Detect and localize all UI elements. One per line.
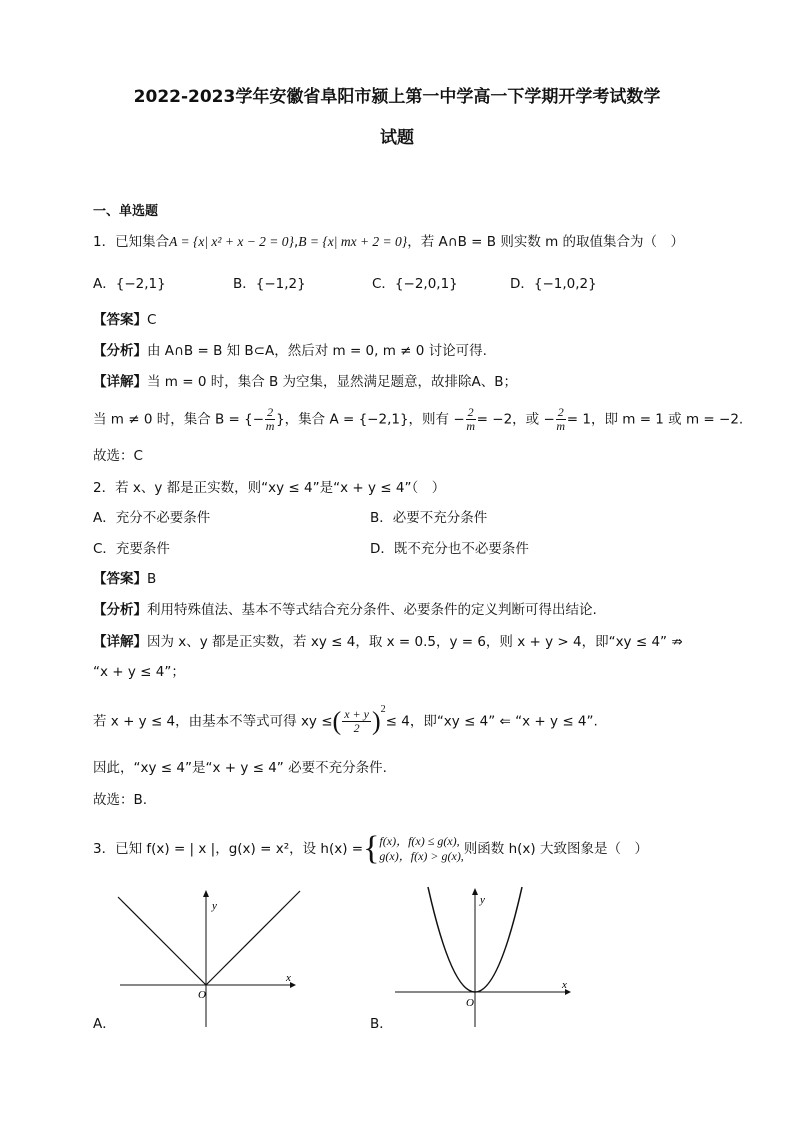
q2-option-c: C．充要条件 — [93, 541, 170, 557]
analysis-tag: 【分析】 — [93, 343, 147, 359]
q2-stem: 2．若 x、y 都是正实数，则“xy ≤ 4”是“x + y ≤ 4”（ ） — [93, 480, 446, 496]
fraction-denominator: m — [556, 419, 566, 433]
x-axis-arrow-icon — [290, 982, 296, 988]
q1-option-d: D．{−1,0,2} — [510, 276, 597, 292]
q1-option-a: A．{−2,1} — [93, 276, 166, 292]
q1-detail-2a: 当 m ≠ 0 时，集合 B = {− — [93, 411, 265, 428]
q1-detail-2 — [93, 406, 743, 433]
q1-detail-1 — [93, 372, 517, 392]
document-title-line1: 2022-2023学年安徽省阜阳市颍上第一中学高一下学期开学考试数学 — [133, 87, 661, 107]
q2-option-a: A．充分不必要条件 — [93, 510, 211, 526]
q2-answer — [93, 569, 156, 589]
q1-detail-2b: }，集合 A = {−2,1}，则有 − — [276, 411, 465, 428]
curve-left — [118, 897, 206, 985]
section-heading: 一、单选题 — [93, 204, 159, 219]
q1-detail-text-1: 当 m = 0 时，集合 B 为空集，显然满足题意，故排除A、B； — [147, 374, 518, 390]
analysis-tag: 【分析】 — [93, 602, 147, 618]
q2-option-d: D．既不充分也不必要条件 — [370, 541, 529, 557]
q2-analysis — [93, 600, 597, 620]
detail-tag: 【详解】 — [93, 374, 147, 390]
q1-set-a: A = {x| x² + x − 2 = 0} — [169, 234, 294, 249]
left-paren: ( — [332, 706, 342, 736]
piecewise-brace: { — [363, 830, 380, 867]
q2-analysis-text: 利用特殊值法、基本不等式结合充分条件、必要条件的定义判断可得出结论. — [147, 602, 597, 618]
curve-right — [206, 891, 300, 985]
document-title-line2: 试题 — [380, 128, 414, 148]
q1-detail-2d: = 1，即 m = 1 或 m = −2. — [566, 411, 744, 428]
q2-choice: 故选：B. — [93, 792, 148, 808]
q3-graph-a — [110, 885, 310, 1030]
q1-answer-value: C — [147, 312, 157, 328]
q1-fraction-1 — [265, 406, 275, 433]
q2-detail-text-1: 因为 x、y 都是正实数，若 xy ≤ 4，取 x = 0.5，y = 6，则 x + y > 4，即“xy ≤ 4” ⇏ — [147, 634, 683, 650]
fraction-denominator: m — [265, 419, 275, 433]
q2-answer-value: B — [147, 571, 157, 587]
right-paren: ) — [371, 706, 381, 736]
piecewise-row-2: g(x)，f(x) > g(x), — [379, 849, 464, 863]
axis-y-label: y — [480, 894, 485, 906]
q2-detail-1 — [93, 632, 683, 652]
q2-detail-2a: 若 x + y ≤ 4，由基本不等式可得 xy ≤ — [93, 713, 333, 730]
y-axis-arrow-icon — [472, 888, 478, 895]
axis-y-label: y — [212, 900, 217, 912]
piecewise-row-1: f(x)，f(x) ≤ g(x), — [379, 834, 460, 848]
q3-option-a-label: A． — [93, 1016, 116, 1032]
y-axis-arrow-icon — [203, 890, 209, 897]
fraction-numerator: 2 — [267, 405, 274, 419]
axis-x-label: x — [562, 979, 567, 991]
q3-option-b-label: B． — [370, 1016, 393, 1032]
q1-analysis-text: 由 A∩B = B 知 B⊂A，然后对 m = 0, m ≠ 0 讨论可得. — [147, 343, 487, 359]
q1-stem: 1．已知集合A = {x| x² + x − 2 = 0},B = {x| mx + 2 = 0}，若 A∩B = B 则实数 m 的取值集合为（ ） — [93, 234, 685, 250]
fraction-numerator: x + y — [344, 707, 369, 721]
q1-number: 1．已知集合 — [93, 234, 170, 250]
q2-detail-2 — [93, 704, 598, 736]
fraction-denominator: m — [466, 419, 475, 433]
q1-stem-tail: ，若 A∩B = B 则实数 m 的取值集合为（ ） — [407, 234, 685, 250]
fraction-numerator: 2 — [557, 405, 564, 419]
q2-detail-2b: ≤ 4，即“xy ≤ 4” ⇐ “x + y ≤ 4”. — [385, 713, 598, 730]
detail-tag: 【详解】 — [93, 634, 147, 650]
q2-option-b: B．必要不充分条件 — [370, 510, 488, 526]
answer-tag: 【答案】 — [93, 312, 147, 328]
fraction-numerator: 2 — [467, 405, 474, 419]
q1-set-b: B = {x| mx + 2 = 0} — [298, 234, 408, 249]
piecewise-rows — [379, 834, 463, 864]
q1-detail-2c: = −2，或 − — [476, 411, 555, 428]
axis-x-label: x — [286, 972, 291, 984]
origin-label: O — [466, 997, 474, 1009]
q1-fraction-2 — [466, 406, 476, 433]
answer-tag: 【答案】 — [93, 571, 147, 587]
q1-answer — [93, 310, 156, 330]
fraction-denominator: 2 — [353, 721, 360, 735]
q1-option-c: C．{−2,0,1} — [372, 276, 458, 292]
q3-stem-a: 3．已知 f(x) = | x |，g(x) = x²，设 h(x) = — [93, 841, 364, 857]
q2-detail-3: 因此，“xy ≤ 4”是“x + y ≤ 4” 必要不充分条件. — [93, 760, 387, 776]
q1-analysis — [93, 341, 487, 361]
q1-option-b: B．{−1,2} — [233, 276, 306, 292]
q3-stem — [93, 830, 648, 867]
q2-detail-1b: “x + y ≤ 4”； — [93, 664, 185, 680]
q1-choice: 故选：C — [93, 448, 143, 464]
exponent: 2 — [380, 704, 386, 715]
origin-label: O — [198, 989, 206, 1001]
q2-fraction — [342, 708, 371, 735]
q1-fraction-3 — [556, 406, 566, 433]
q3-stem-b: 则函数 h(x) 大致图象是（ ） — [463, 841, 648, 857]
q3-graph-b — [390, 885, 580, 1030]
